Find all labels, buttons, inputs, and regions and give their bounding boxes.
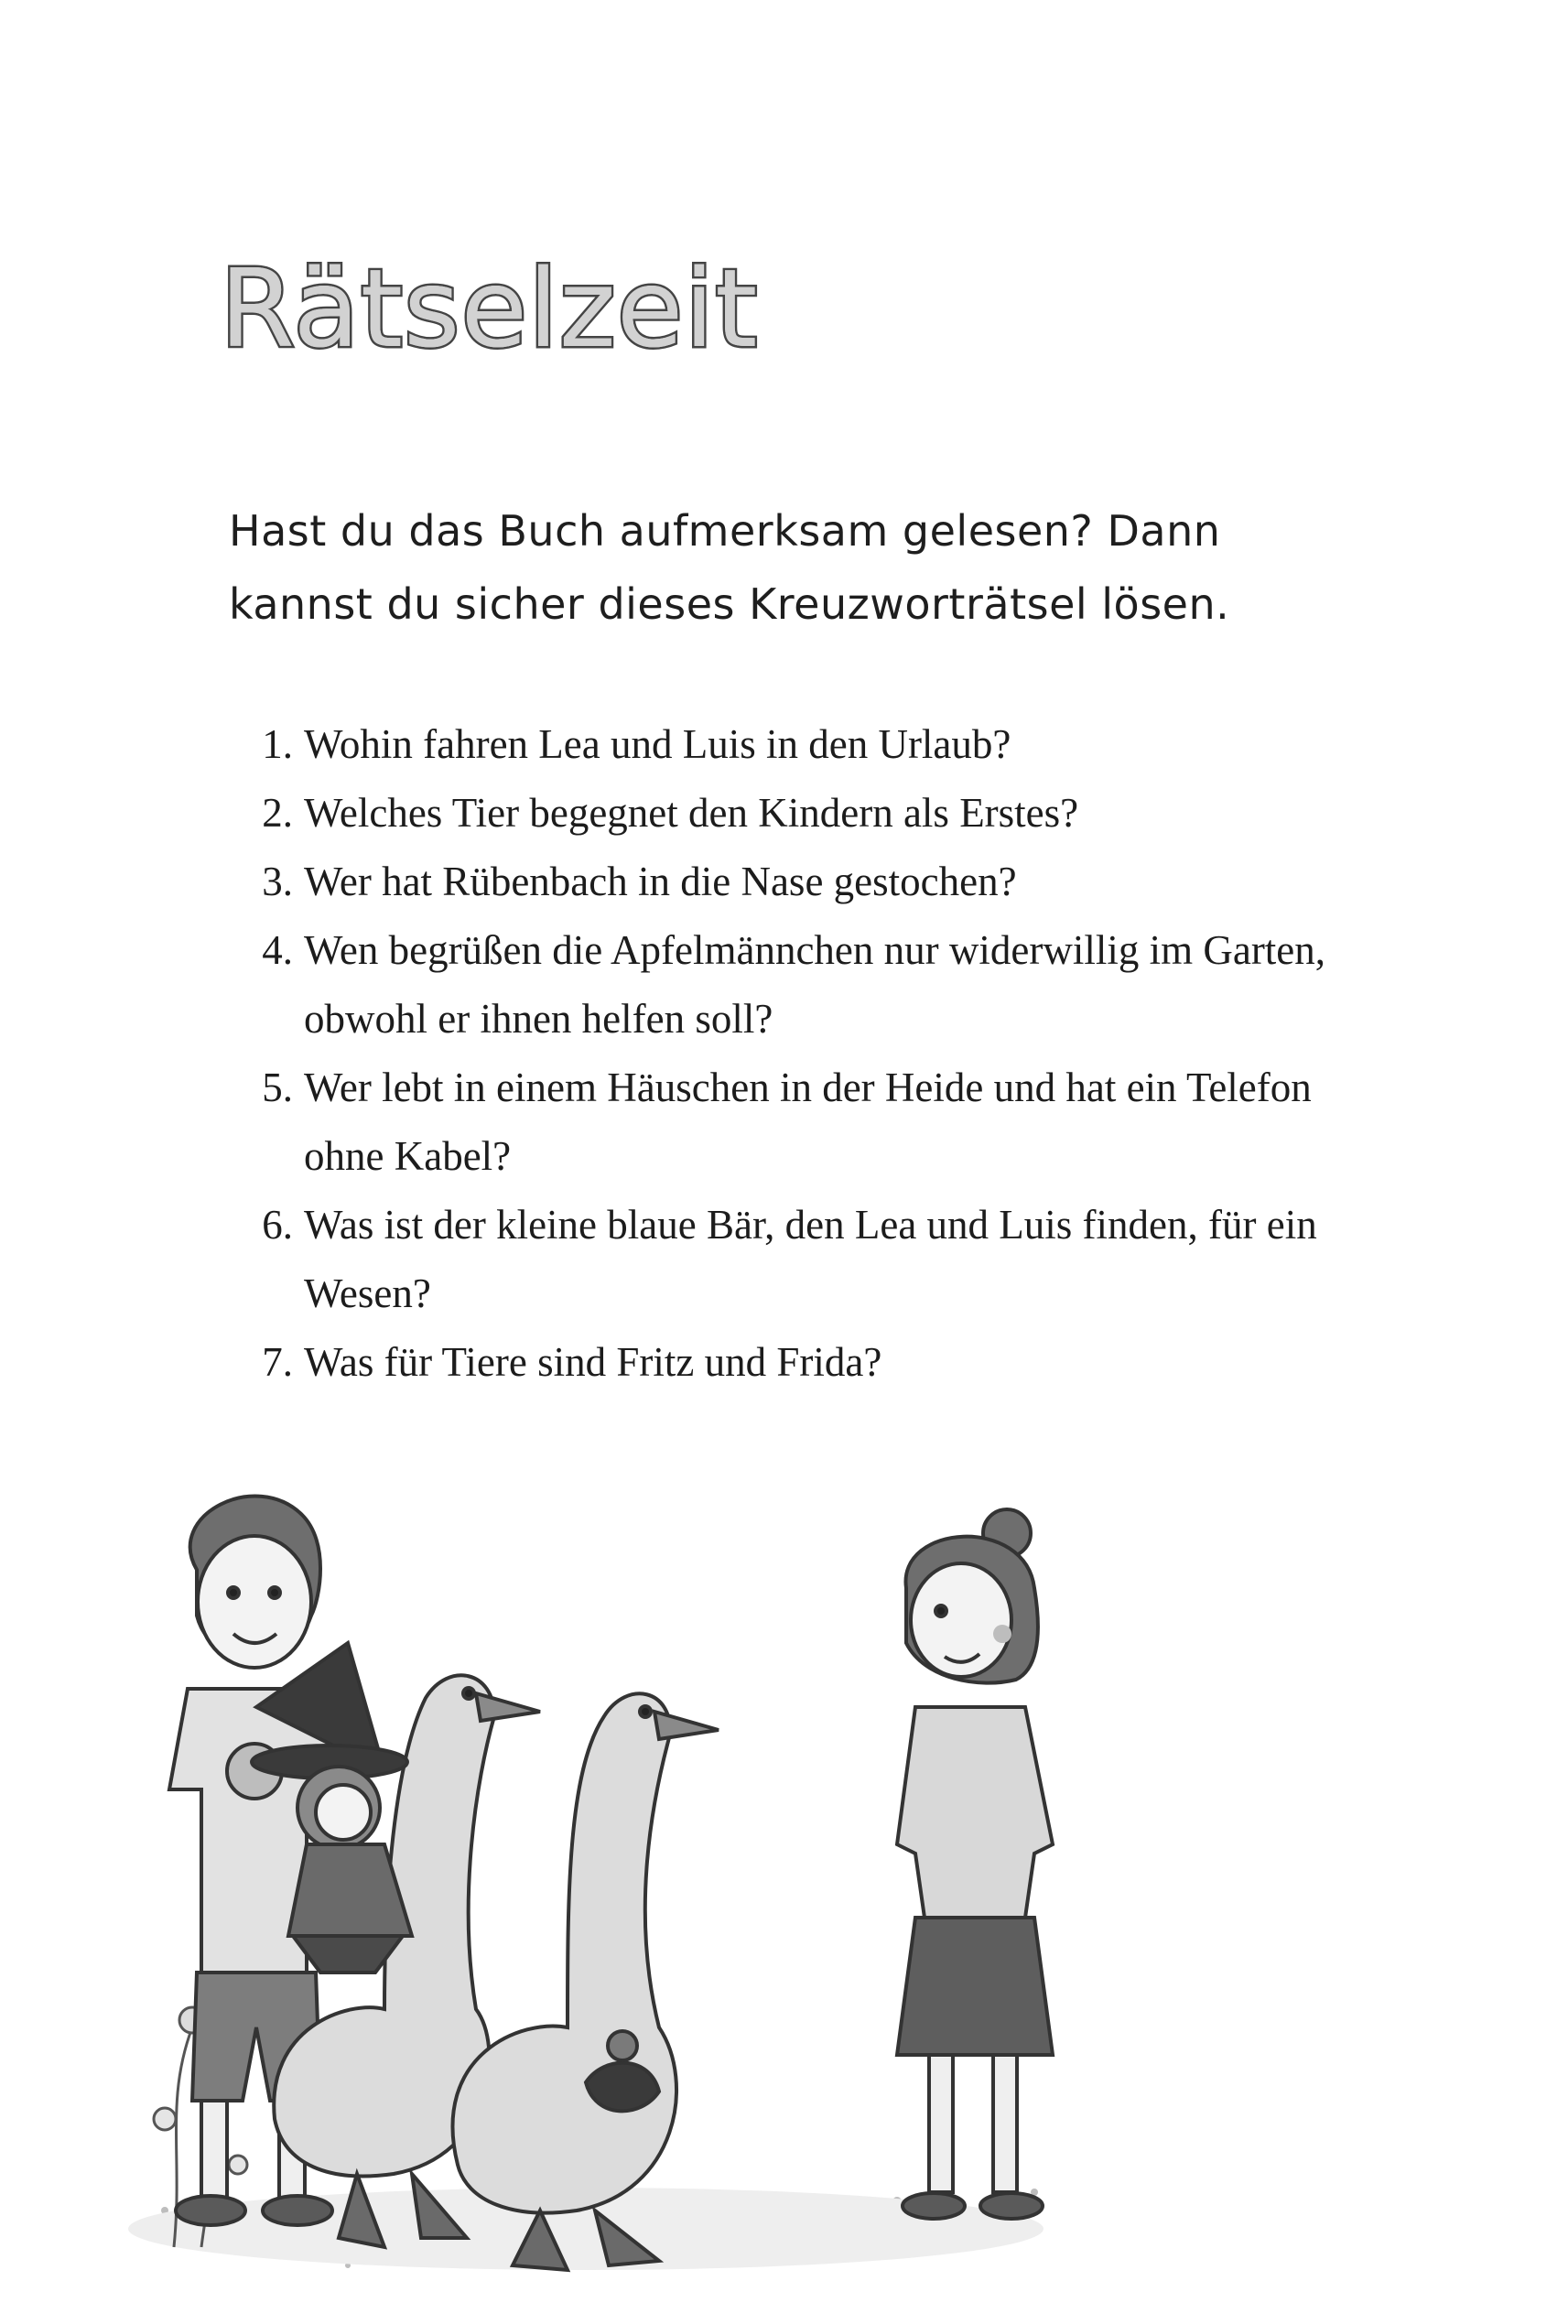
question-item — [245, 1328, 1399, 1397]
children-witch-geese-illustration — [110, 1460, 1117, 2284]
question-text: Welches Tier begegnet den Kindern als Erstes? — [304, 790, 1079, 836]
girl — [897, 1509, 1053, 2219]
question-list — [245, 710, 1399, 1397]
question-item — [245, 848, 1399, 916]
question-item — [245, 779, 1399, 848]
question-text: Wer lebt in einem Häuschen in der Heide und hat ein Telefon ohne Kabel? — [304, 1065, 1312, 1179]
question-text: Was ist der kleine blaue Bär, den Lea und Luis finden, für ein Wesen? — [304, 1202, 1317, 1316]
question-item — [245, 916, 1399, 1054]
question-number: 2. — [262, 790, 293, 836]
question-item — [245, 1191, 1399, 1328]
question-text: Wen begrüßen die Apfelmännchen nur widerwillig im Garten, obwohl er ihnen helfen soll? — [304, 927, 1326, 1042]
question-text: Was für Tiere sind Fritz und Frida? — [304, 1339, 882, 1385]
question-number: 3. — [262, 859, 293, 904]
question-number: 6. — [262, 1202, 293, 1248]
question-item — [245, 710, 1399, 779]
question-text: Wohin fahren Lea und Luis in den Urlaub? — [304, 721, 1011, 767]
question-item — [245, 1054, 1399, 1191]
question-text: Wer hat Rübenbach in die Nase gestochen? — [304, 859, 1017, 904]
question-number: 7. — [262, 1339, 293, 1385]
page-title: Rätselzeit — [220, 245, 759, 372]
question-number: 1. — [262, 721, 293, 767]
question-number: 4. — [262, 927, 293, 973]
question-number: 5. — [262, 1065, 293, 1110]
intro-text: Hast du das Buch aufmerksam gelesen? Dann kannst du sicher dieses Kreuzworträtsel lösen. — [229, 506, 1230, 629]
goose — [452, 1693, 719, 2270]
